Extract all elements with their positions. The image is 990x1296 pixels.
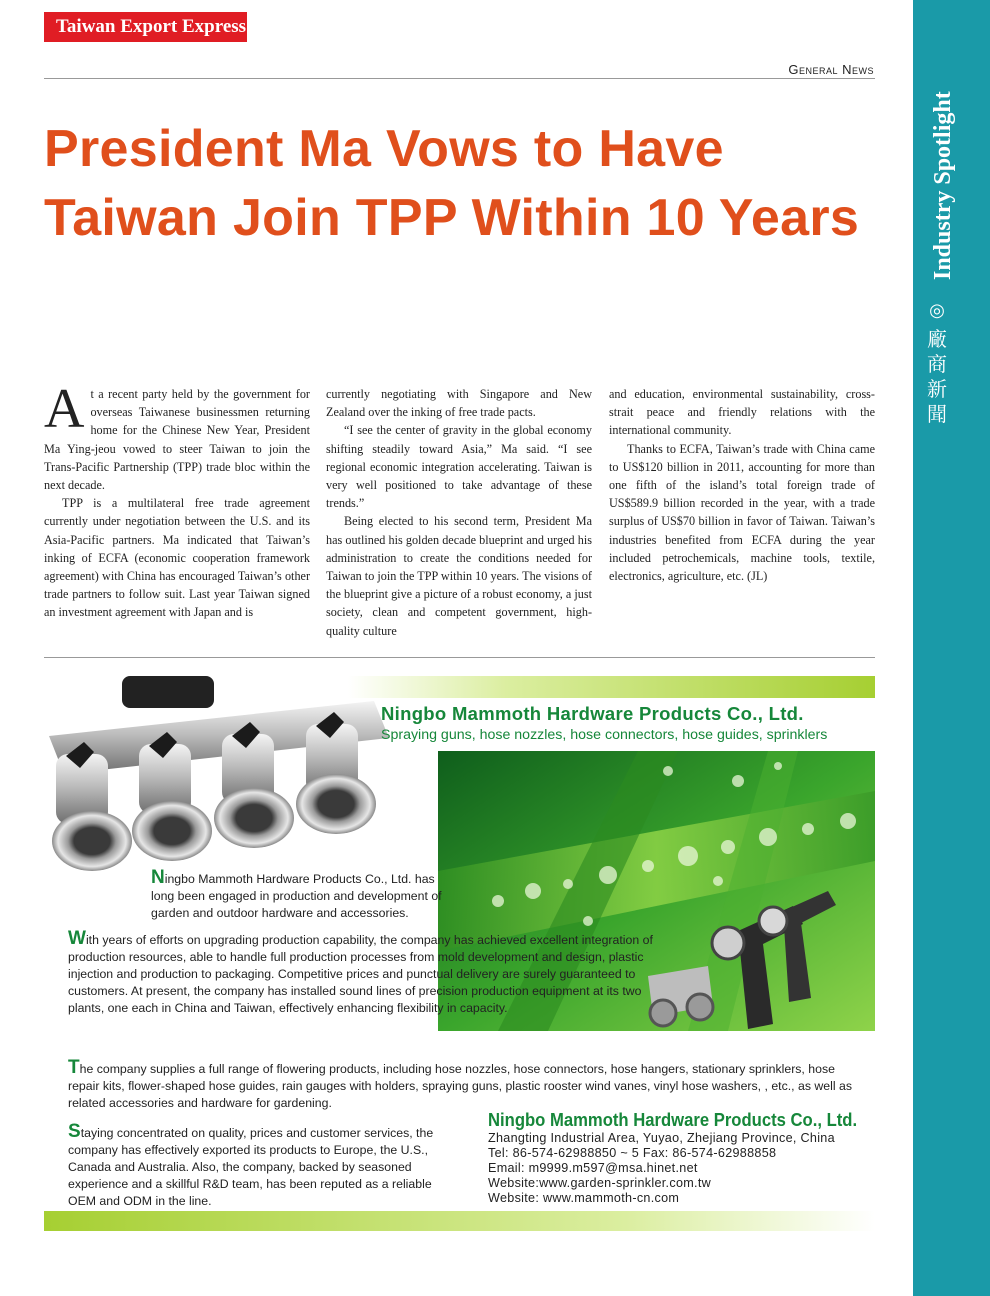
sidebar-title-zh [926,328,948,428]
ad-paragraph-intro [68,867,448,922]
article-column-3 [609,385,875,585]
sidebar-title: Industry Spotlight [930,91,956,280]
ad-paragraph-text: taying concentrated on quality, prices and customer services, the company has effectively exported its products to Europe, the U.S., Canada and Australia. Also, the company, backed by seasoned experience and a skillful R&D team, has been reputed as a reliable OEM and ODM in the line. [68,1126,434,1208]
ad-paragraph-production [68,928,658,1017]
ad-top-bar [348,676,875,698]
article-paragraph: and education, environmental sustainability, cross-strait peace and friendly relations with the international community. [609,387,875,438]
ad-initial: S [68,1121,81,1142]
ad-paragraph-text: he company supplies a full range of flowering products, including hose nozzles, hose connectors, hose hangers, stationary sprinklers, hose repair kits, flower-shaped hose guides, rain gauges with holders, spraying guns, plastic rooster wind vanes, vinyl hose washers, , etc., as well as related accessories and hardware for gardening. [68,1062,852,1110]
ad-initial: W [68,928,86,949]
contact-website-2[interactable]: Website: www.mammoth-cn.com [488,1191,680,1205]
article-paragraph: Being elected to his second term, President Ma has outlined his golden decade blueprint and urged his administration to create the conditions needed for Taiwan to join the TPP within 10 years. The visions of the blueprint give a picture of a robust economy, a just society, clean and competent government, high-quality culture [326,514,592,638]
sidebar-char: 商 [927,354,947,376]
ad-paragraph-products [68,1057,858,1112]
article-column-2 [326,385,592,640]
ad-initial: N [151,867,165,888]
contact-phone: Tel: 86-574-62988850 ~ 5 Fax: 86-574-62988858 [488,1146,777,1160]
top-divider [44,78,875,79]
sidebar-char: 廠 [927,329,947,351]
ad-paragraph-text: ith years of efforts on upgrading production capability, the company has achieved excellent integration of production resources, able to handle full production processes from mold development and design, plastic injection and production to packaging. Competitive prices and punctual delivery are surely guaranteed to customers. At present, the company has installed sound lines of precision production equipment at its two plants, one each in China and Taiwan, effectively enhancing flexibility in capacity. [68,933,653,1015]
paragraph-text: t a recent party held by the government for overseas Taiwanese businessmen returning home for the Chinese New Year, President Ma Ying-jeou vowed to steer Taiwan to join the Trans-Pacific Partnership (TPP) trade bloc within the next decade. [44,387,310,493]
ad-initial: T [68,1057,80,1078]
article-paragraph: Thanks to ECFA, Taiwan’s trade with China came to US$120 billion in 2011, accounting for more than one fifth of the island’s total foreign trade of US$589.9 billion recorded in the year, with a trade surplus of US$70 billion in favor of Taiwan. Taiwan’s industries benefited from ECFA during the year included petrochemicals, machine tools, textile, electronics, agriculture, etc. (JL) [609,441,875,584]
contact-address: Zhangting Industrial Area, Yuyao, Zhejiang Province, China [488,1131,835,1145]
ad-company-name: Ningbo Mammoth Hardware Products Co., Ltd. [381,703,804,724]
ad-product-line: Spraying guns, hose nozzles, hose connectors, hose guides, sprinklers [381,727,828,743]
contact-company-name: Ningbo Mammoth Hardware Products Co., Ltd. [488,1109,858,1130]
sidebar-char: 新 [927,379,947,401]
contact-block [488,1109,875,1206]
sidebar-char: 聞 [927,404,947,426]
hose-connector-image [44,676,406,871]
contact-email[interactable]: Email: m9999.m597@msa.hinet.net [488,1161,698,1175]
article-paragraph: TPP is a multilateral free trade agreement currently under negotiation between the U.S. and its Asia-Pacific partners. Ma indicated that Taiwan’s inking of ECFA (economic cooperation framework agreement) with China has encouraged Taiwan’s other trade partners to follow suit. Last year Taiwan signed an investment agreement with Japan and is [44,496,310,620]
section-label: General News [788,62,874,77]
masthead: Taiwan Export Express [44,12,247,42]
drop-cap: A [44,378,85,440]
ad-bottom-bar [44,1211,875,1231]
section-divider [44,657,875,658]
article-paragraph [44,378,310,494]
contact-website-1[interactable]: Website:www.garden-sprinkler.com.tw [488,1176,712,1190]
article-paragraph: “I see the center of gravity in the global economy shifting steadily toward Asia,” Ma said. “I see regional economic integration accelerating. Taiwan is very well positioned to take advantage of these trends.” [326,423,592,511]
article-paragraph: currently negotiating with Singapore and New Zealand over the inking of free trade pacts. [326,387,592,420]
article-column-1 [44,378,310,622]
ad-paragraph-export [68,1121,463,1210]
headline: President Ma Vows to Have Taiwan Join TPP Within 10 Years [44,120,860,247]
sidebar-bullet-icon: ◎ [929,300,945,320]
ad-paragraph-text: ingbo Mammoth Hardware Products Co., Ltd. has long been engaged in production and development of garden and outdoor hardware and accessories. [151,872,442,920]
advertisement [44,676,875,1232]
